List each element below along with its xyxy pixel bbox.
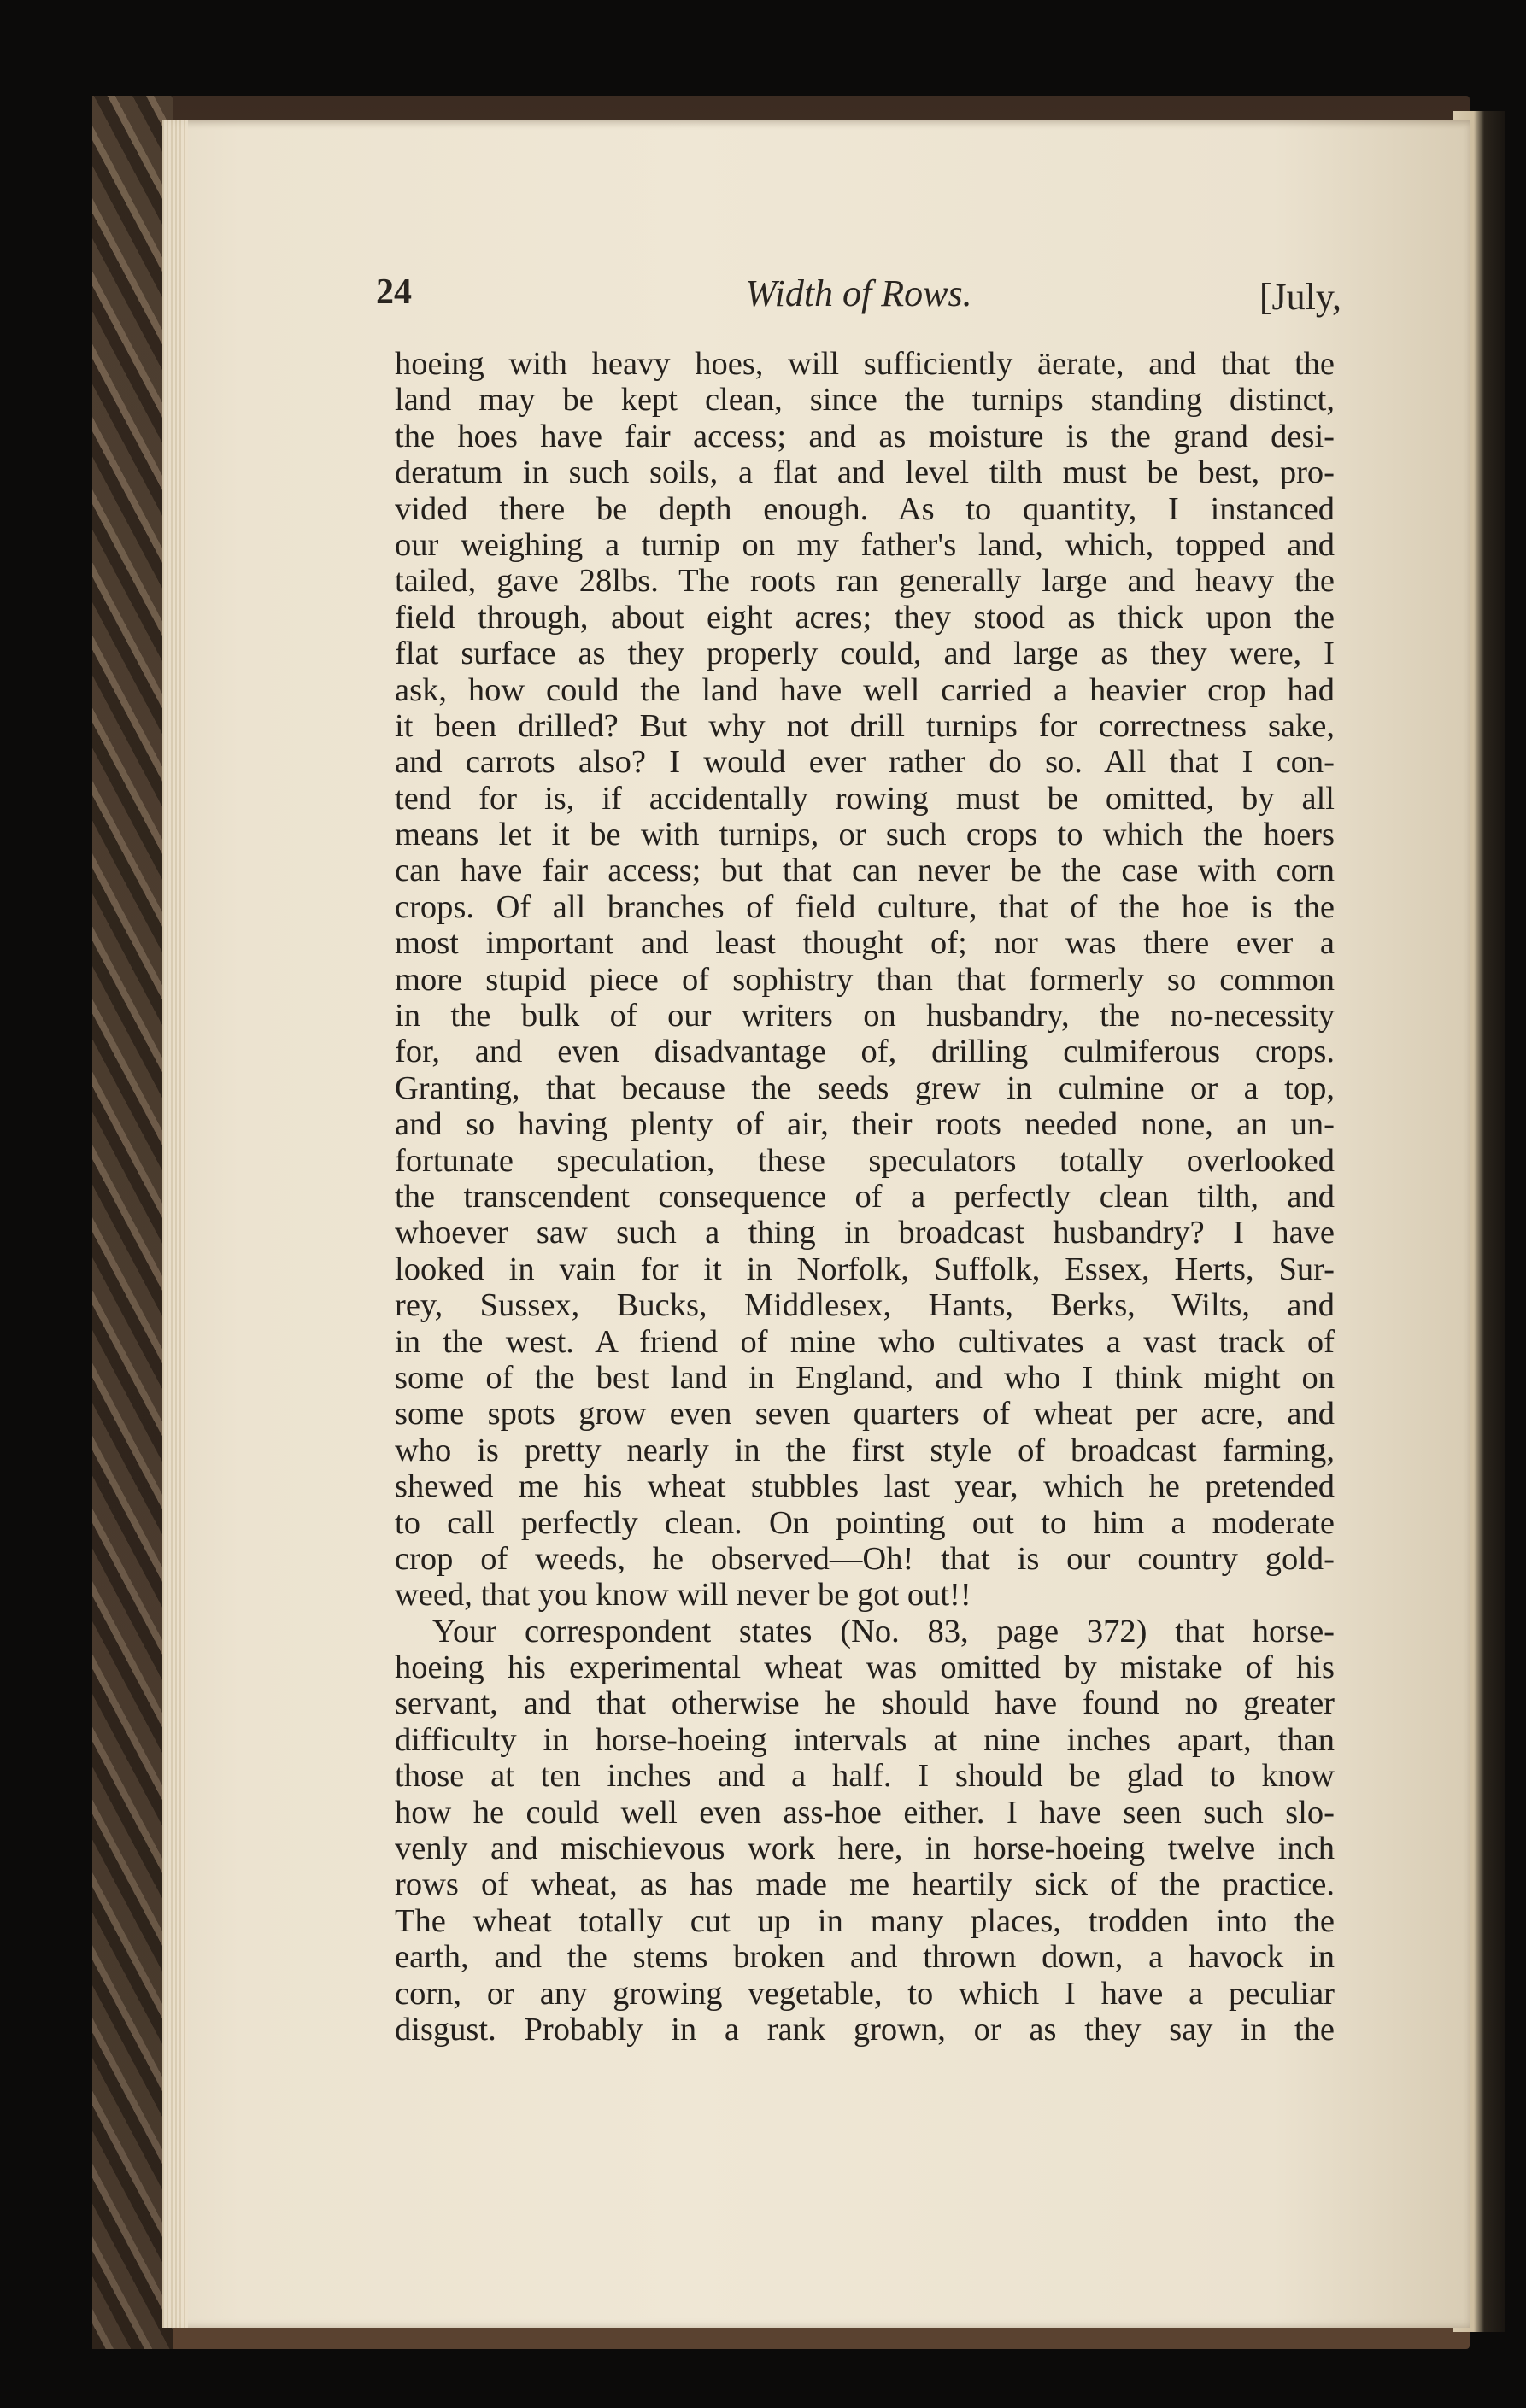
text-line: those at ten inches and a half. I should be glad to know: [395, 1758, 1335, 1795]
text-line: and carrots also? I would ever rather do so. All that I con-: [395, 744, 1335, 781]
marbled-board: [92, 96, 173, 2349]
running-title: Width of Rows.: [745, 272, 972, 314]
text-line: hoeing with heavy hoes, will sufficiently äerate, and that the: [395, 346, 1335, 382]
text-line: field through, about eight acres; they stood as thick upon the: [395, 599, 1335, 636]
text-line: most important and least thought of; nor was there ever a: [395, 925, 1335, 962]
running-header: [376, 256, 1341, 333]
text-line: deratum in such soils, a flat and level tilth must be best, pro-: [395, 454, 1335, 491]
text-line: tailed, gave 28lbs. The roots ran generally large and heavy the: [395, 563, 1335, 600]
text-line: disgust. Probably in a rank grown, or as they say in the: [395, 2011, 1335, 2048]
text-line: to call perfectly clean. On pointing out to him a moderate: [395, 1504, 1335, 1541]
text-line: means let it be with turnips, or such crops to which the hoers: [395, 817, 1335, 853]
text-line: flat surface as they properly could, and large as they were, I: [395, 636, 1335, 672]
text-line: rows of wheat, as has made me heartily sick of the practice.: [395, 1866, 1335, 1903]
text-line: Your correspondent states (No. 83, page 372) that horse-: [432, 1613, 1335, 1649]
text-line: our weighing a turnip on my father's land, which, topped and: [395, 526, 1335, 563]
text-line: fortunate speculation, these speculators totally overlooked: [395, 1142, 1335, 1179]
text-line: earth, and the stems broken and thrown down, a havock in: [395, 1939, 1335, 1976]
text-line: in the bulk of our writers on husbandry, the no-necessity: [395, 998, 1335, 1034]
page-gutter: [162, 120, 188, 2328]
text-line: in the west. A friend of mine who cultivates a vast track of: [395, 1323, 1335, 1360]
text-line: for, and even disadvantage of, drilling culmiferous crops.: [395, 1034, 1335, 1070]
text-line: difficulty in horse-hoeing intervals at nine inches apart, than: [395, 1721, 1335, 1758]
text-line: it been drilled? But why not drill turnips for correctness sake,: [395, 707, 1335, 744]
text-line: land may be kept clean, since the turnips standing distinct,: [395, 382, 1335, 419]
text-line: tend for is, if accidentally rowing must be omitted, by all: [395, 780, 1335, 817]
running-date: [July,: [1259, 276, 1341, 318]
text-line: some spots grow even seven quarters of wheat per acre, and: [395, 1396, 1335, 1432]
text-line: the transcendent consequence of a perfectly clean tilth, and: [395, 1178, 1335, 1215]
text-line: crops. Of all branches of field culture, that of the hoe is the: [395, 888, 1335, 925]
text-line: The wheat totally cut up in many places, trodden into the: [395, 1902, 1335, 1939]
text-line: weed, that you know will never be got out!!: [395, 1577, 971, 1614]
text-line: the hoes have fair access; and as moisture is the grand desi-: [395, 418, 1335, 454]
text-line: corn, or any growing vegetable, to which I have a peculiar: [395, 1975, 1335, 2012]
text-line: some of the best land in England, and who I think might on: [395, 1359, 1335, 1396]
text-line: looked in vain for it in Norfolk, Suffolk, Essex, Herts, Sur-: [395, 1251, 1335, 1287]
text-line: rey, Sussex, Bucks, Middlesex, Hants, Berks, Wilts, and: [395, 1287, 1335, 1324]
text-line: how he could well even ass-hoe either. I have seen such slo-: [395, 1794, 1335, 1831]
text-line: more stupid piece of sophistry than that formerly so common: [395, 961, 1335, 998]
text-line: Granting, that because the seeds grew in culmine or a top,: [395, 1069, 1335, 1106]
text-line: venly and mischievous work here, in horse-hoeing twelve inch: [395, 1831, 1335, 1867]
text-line: and so having plenty of air, their roots needed none, an un-: [395, 1106, 1335, 1143]
page-number: 24: [376, 272, 412, 312]
text-line: shewed me his wheat stubbles last year, which he pretended: [395, 1468, 1335, 1505]
text-line: crop of weeds, he observed—Oh! that is our country gold-: [395, 1540, 1335, 1577]
text-line: can have fair access; but that can never be the case with corn: [395, 852, 1335, 889]
text-line: whoever saw such a thing in broadcast husbandry? I have: [395, 1215, 1335, 1251]
text-line: who is pretty nearly in the first style of broadcast farming,: [395, 1432, 1335, 1468]
text-line: vided there be depth enough. As to quantity, I instanced: [395, 490, 1335, 527]
body-text: [395, 346, 1335, 2048]
text-line: hoeing his experimental wheat was omitted by mistake of his: [395, 1649, 1335, 1686]
text-line: ask, how could the land have well carried a heavier crop had: [395, 671, 1335, 708]
text-line: servant, and that otherwise he should have found no greater: [395, 1685, 1335, 1722]
